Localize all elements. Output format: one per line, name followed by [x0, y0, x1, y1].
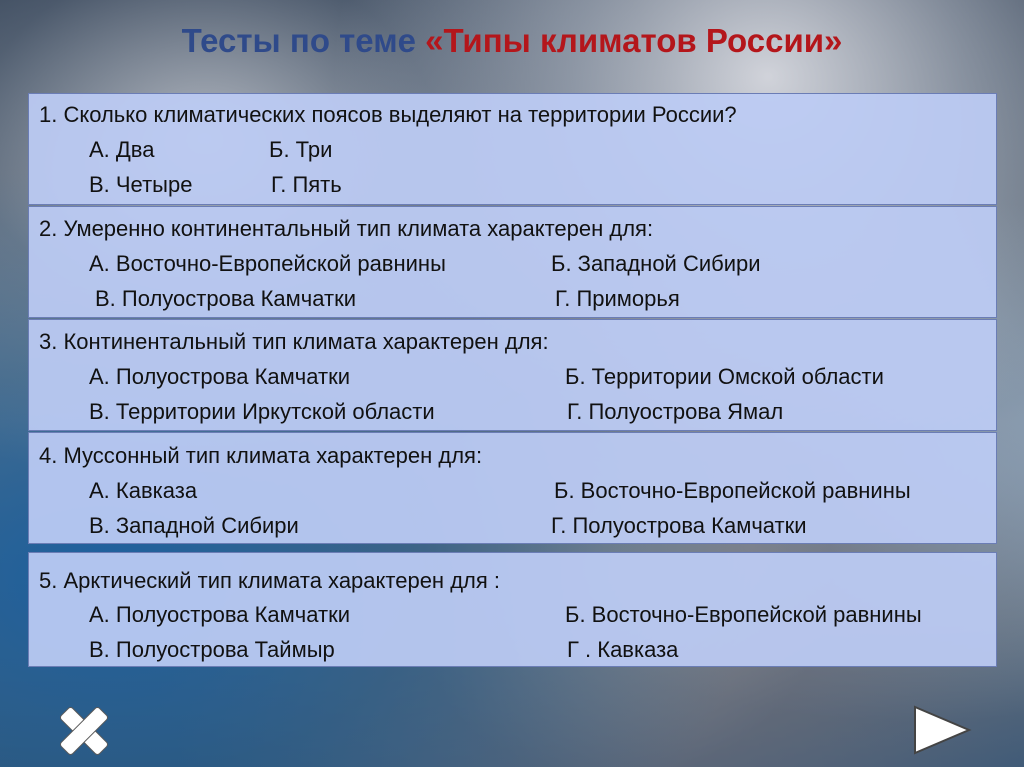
close-button[interactable] [55, 702, 113, 760]
slide-title [0, 22, 1024, 60]
title-prefix: Тесты по теме [181, 22, 426, 59]
question-card-2 [28, 206, 997, 318]
next-button[interactable] [912, 704, 972, 756]
question-card-1 [28, 93, 997, 205]
question-text: 1. Сколько климатических поясов выделяют на территории России? [39, 102, 737, 127]
question-card-4 [28, 432, 997, 544]
question-card-5 [28, 552, 997, 667]
answer-a[interactable]: А. Два [89, 137, 155, 162]
answer-b[interactable]: Б. Три [269, 137, 333, 162]
answer-b[interactable]: Б. Западной Сибири [551, 251, 761, 276]
close-icon [55, 702, 113, 760]
answer-d[interactable]: Г. Полуострова Камчатки [551, 513, 807, 538]
title-topic: «Типы климатов России» [425, 22, 843, 59]
play-next-icon [912, 704, 972, 756]
answer-b[interactable]: Б. Восточно-Европейской равнины [554, 478, 911, 503]
answer-b[interactable]: Б. Восточно-Европейской равнины [565, 602, 922, 627]
answer-d[interactable]: Г . Кавказа [567, 637, 679, 662]
answer-c[interactable]: В. Полуострова Камчатки [95, 286, 356, 311]
question-card-3 [28, 319, 997, 431]
answer-c[interactable]: В. Западной Сибири [89, 513, 299, 538]
answer-a[interactable]: А. Кавказа [89, 478, 198, 503]
answer-d[interactable]: Г. Приморья [555, 286, 680, 311]
answer-c[interactable]: В. Полуострова Таймыр [89, 637, 335, 662]
answer-d[interactable]: Г. Пять [271, 172, 342, 197]
answer-d[interactable]: Г. Полуострова Ямал [567, 399, 784, 424]
question-text: 5. Арктический тип климата характерен для : [39, 568, 501, 593]
answer-a[interactable]: А. Полуострова Камчатки [89, 364, 350, 389]
answer-c[interactable]: В. Территории Иркутской области [89, 399, 435, 424]
question-text: 3. Континентальный тип климата характерен для: [39, 329, 549, 354]
answer-b[interactable]: Б. Территории Омской области [565, 364, 884, 389]
answer-a[interactable]: А. Восточно-Европейской равнины [89, 251, 446, 276]
question-text: 2. Умеренно континентальный тип климата характерен для: [39, 216, 654, 241]
question-text: 4. Муссонный тип климата характерен для: [39, 443, 483, 468]
answer-c[interactable]: В. Четыре [89, 172, 193, 197]
answer-a[interactable]: А. Полуострова Камчатки [89, 602, 350, 627]
